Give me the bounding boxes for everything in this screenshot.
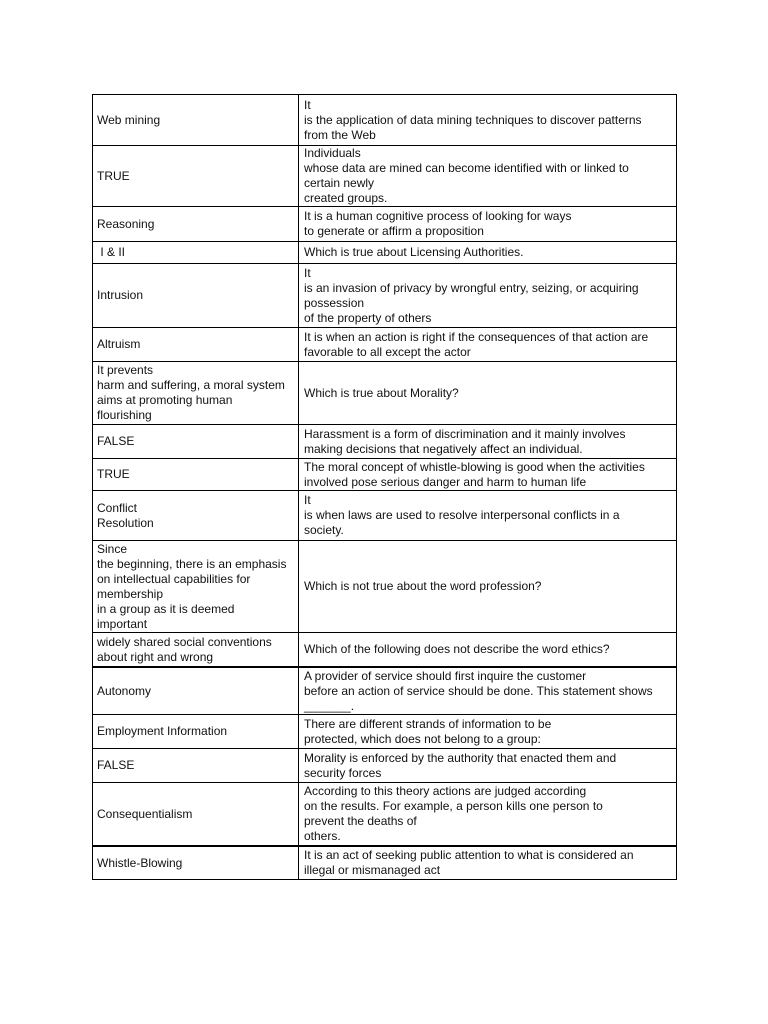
table-row — [93, 206, 676, 241]
description-cell: Which is not true about the word profession? — [304, 579, 542, 593]
table-row — [93, 632, 676, 666]
term-cell: Reasoning — [93, 207, 299, 241]
term-cell: Altruism — [93, 328, 299, 361]
description-cell: It is a human cognitive process of looking for ways to generate or affirm a proposition — [304, 209, 572, 238]
table-row — [93, 458, 676, 490]
answer-table — [92, 94, 677, 880]
term-cell: Since the beginning, there is an emphasis on intellectual capabilities for membership in a group as it is deemed important — [93, 541, 299, 632]
description-cell: Which is true about Licensing Authorities. — [304, 245, 524, 259]
description-cell: According to this theory actions are judged according on the results. For example, a person kills one person to prevent the deaths of others. — [304, 784, 603, 843]
description-cell: Individuals whose data are mined can become identified with or linked to certain newly created groups. — [304, 146, 629, 205]
term-cell: I & II — [93, 242, 299, 263]
table-row — [93, 263, 676, 327]
description-cell: The moral concept of whistle-blowing is good when the activities involved pose serious danger and harm to human life — [304, 459, 645, 489]
table-row — [93, 714, 676, 748]
description-cell: It is when laws are used to resolve interpersonal conflicts in a society. — [304, 493, 620, 537]
description-cell: It is an invasion of privacy by wrongful entry, seizing, or acquiring possession of the property of others — [304, 265, 639, 325]
table-row — [93, 145, 676, 206]
term-cell: FALSE — [93, 749, 299, 782]
term-cell: Autonomy — [93, 668, 299, 714]
table-row — [93, 540, 676, 632]
term-cell: Employment Information — [93, 715, 299, 748]
table-row — [93, 241, 676, 263]
term-cell: Conflict Resolution — [93, 491, 299, 540]
description-cell: There are different strands of information to be protected, which does not belong to a group: — [304, 716, 552, 746]
term-cell: FALSE — [93, 425, 299, 458]
description-cell: Which is true about Morality? — [304, 385, 459, 400]
term-cell: Web mining — [93, 95, 299, 145]
term-cell: It prevents harm and suffering, a moral system aims at promoting human flourishing — [93, 362, 299, 424]
description-cell: Morality is enforced by the authority that enacted them and security forces — [304, 750, 617, 780]
table-row — [93, 327, 676, 361]
description-cell: It is an act of seeking public attention to what is considered an illegal or mismanaged act — [304, 848, 634, 877]
term-cell: Consequentialism — [93, 783, 299, 845]
description-cell: It is when an action is right if the consequences of that action are favorable to all except the actor — [304, 329, 649, 359]
table-row — [93, 748, 676, 782]
table-row — [93, 845, 676, 879]
table-row — [93, 490, 676, 540]
table-row — [93, 666, 676, 714]
table-row — [93, 361, 676, 424]
description-cell: Which of the following does not describe the word ethics? — [304, 642, 610, 656]
term-cell: Intrusion — [93, 264, 299, 327]
term-cell: widely shared social conventions about right and wrong — [93, 633, 299, 666]
term-cell: TRUE — [93, 459, 299, 490]
term-cell: Whistle-Blowing — [93, 847, 299, 879]
table-row — [93, 424, 676, 458]
description-cell: Harassment is a form of discrimination and it mainly involves making decisions that negatively affect an individual. — [304, 426, 626, 456]
description-cell: A provider of service should first inquire the customer before an action of service should be done. This statement shows _______. — [304, 668, 653, 713]
table-row — [93, 95, 676, 145]
description-cell: It is the application of data mining techniques to discover patterns from the Web — [304, 97, 642, 142]
table-row — [93, 782, 676, 845]
term-cell: TRUE — [93, 146, 299, 206]
